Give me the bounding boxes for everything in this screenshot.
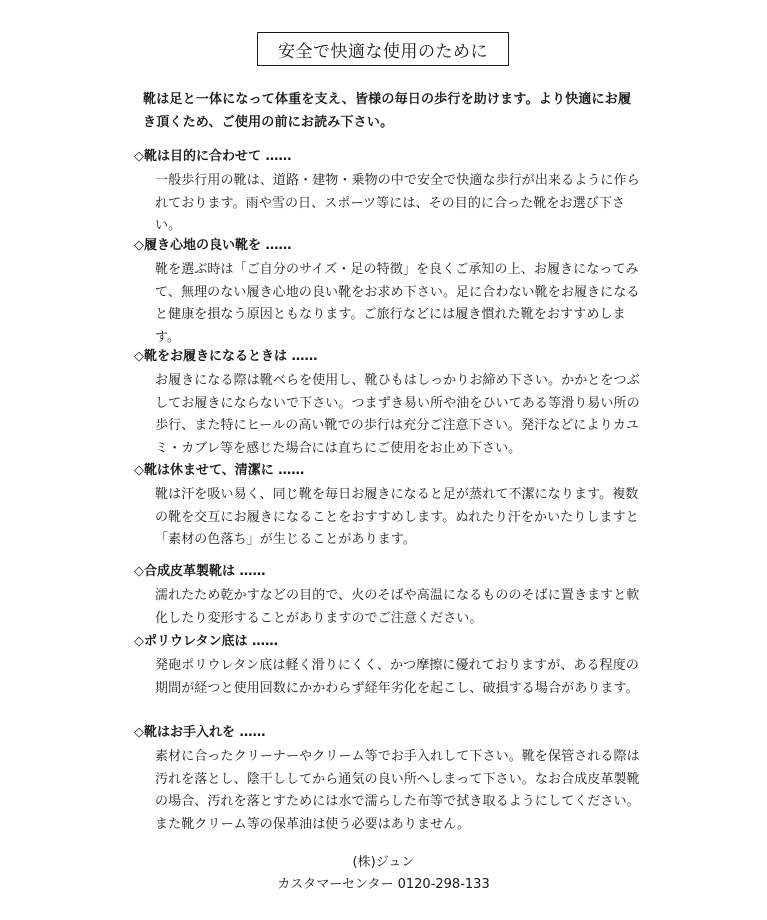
intro-text: 靴は足と一体になって体重を支え、皆様の毎日の歩行を助けます。より快適にお履き頂くため、ご使用の前にお読み下さい。 (143, 92, 632, 130)
section-body: 靴は汗を吸い易く、同じ靴を毎日お履きになると足が蒸れて不潔になります。複数の靴を交互にお履きになることをおすすめします。ぬれたり汗をかいたりしますと「素材の色落ち」が生じることがあります。 (155, 487, 639, 547)
section-wearing (134, 347, 644, 460)
section-heading: ◇履き心地の良い靴を …… (134, 238, 292, 253)
section-body: 素材に合ったクリーナーやクリーム等でお手入れして下さい。靴を保管される際は汚れを落とし、陰干ししてから通気の良い所へしまって下さい。なお合成皮革製靴の場合、汚れを落とすためには水で濡らした布等で拭き取るようにしてください。また靴クリーム等の保革油は使う必要はありません。 (155, 749, 640, 832)
customer-center-phone: カスタマーセンター 0120-298-133 (277, 877, 490, 892)
footer (0, 852, 767, 896)
section-body: 一般歩行用の靴は、道路・建物・乗物の中で安全で快適な歩行が出来るように作られております。雨や雪の日、スポーツ等には、その目的に合った靴をお選び下さい。 (155, 173, 640, 233)
section-heading: ◇合成皮革製靴は …… (134, 564, 266, 579)
section-synthetic-leather (134, 562, 644, 630)
section-rest-clean (134, 461, 644, 552)
section-purpose (134, 147, 644, 238)
section-body: 発砲ポリウレタン底は軽く滑りにくく、かつ摩擦に優れておりますが、ある程度の期間が経つと使用回数にかかわらず経年劣化を起こし、破損する場合があります。 (155, 658, 639, 696)
page-title: 安全で快適な使用のために (257, 32, 509, 66)
section-body: 濡れたため乾かすなどの目的で、火のそばや高温になるもののそばに置きますと軟化したり変形することがありますのでご注意ください。 (155, 588, 640, 626)
section-body: 靴を選ぶ時は「ご自分のサイズ・足の特徴」を良くご承知の上、お履きになってみて、無理のない履き心地の良い靴をお求め下さい。足に合わない靴をお履きになると健康を損なう原因ともなります。ご旅行などには履き慣れた靴をおすすめします。 (155, 262, 640, 345)
section-polyurethane-sole (134, 632, 644, 700)
section-maintenance (134, 723, 644, 836)
section-heading: ◇靴はお手入れを …… (134, 725, 266, 740)
section-heading: ◇靴は休ませて、清潔に …… (134, 463, 305, 478)
section-heading: ◇ポリウレタン底は …… (134, 634, 279, 649)
section-body: お履きになる際は靴べらを使用し、靴ひもはしっかりお締め下さい。かかとをつぶしてお履きにならないで下さい。つまずき易い所や油をひいてある等滑り易い所の歩行、また特にヒールの高い靴での歩行は充分ご注意下さい。発汗などによりカユミ・カブレ等を感じた場合には直ちにご使用をお止め下さい。 (155, 373, 640, 456)
section-heading: ◇靴は目的に合わせて …… (134, 149, 292, 164)
section-comfort (134, 236, 644, 349)
section-heading: ◇靴をお履きになるときは …… (134, 349, 318, 364)
company-name: (株)ジュン (352, 855, 415, 870)
